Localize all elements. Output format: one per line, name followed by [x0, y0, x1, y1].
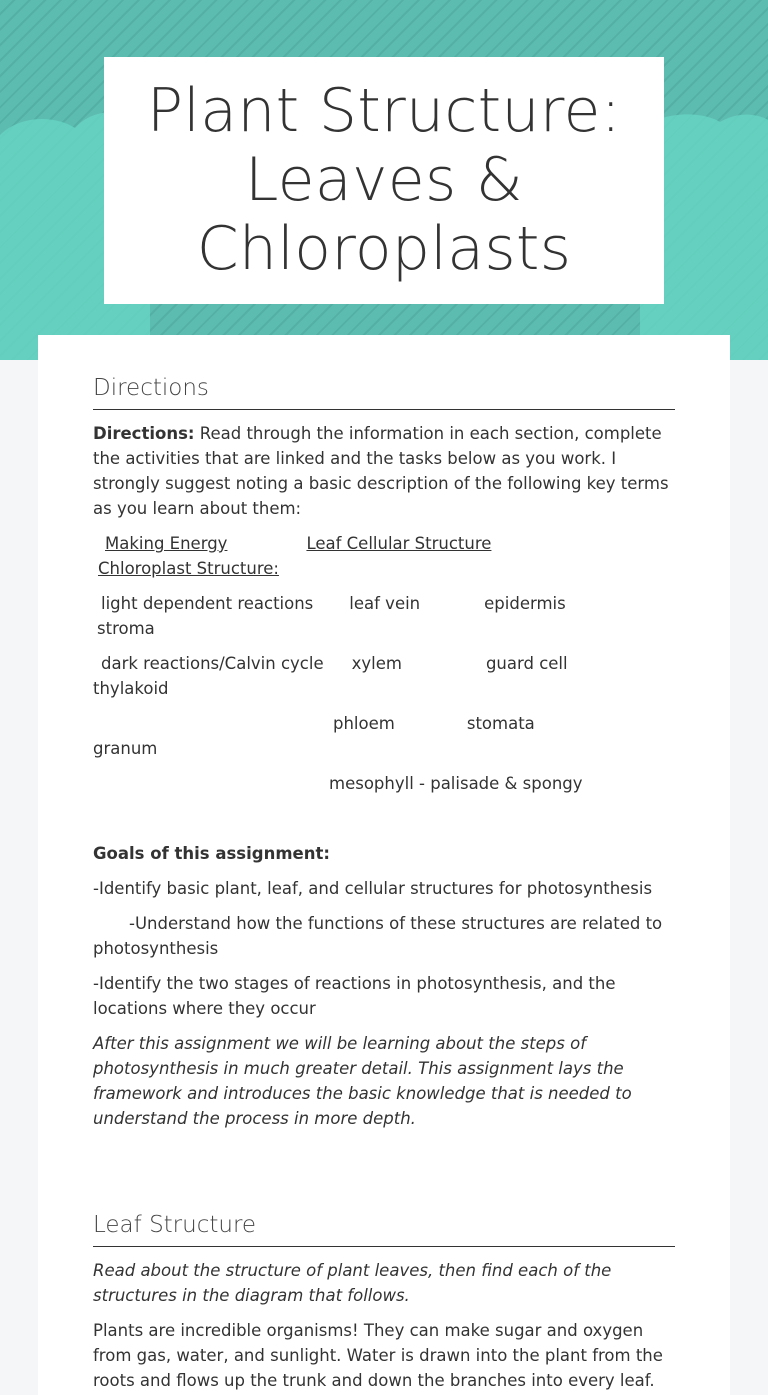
- leaf-structure-heading: Leaf Structure: [93, 1212, 675, 1247]
- leaf-intro: Read about the structure of plant leaves, then find each of the structures in the diagram that follows.: [93, 1261, 612, 1305]
- directions-heading: Directions: [93, 375, 675, 410]
- term-row-1: light dependent reactions leaf vein epidermis stroma: [97, 594, 566, 638]
- goal-item: -Understand how the functions of these structures are related to photosynthesis: [93, 914, 663, 958]
- page-title: Plant Structure: Leaves & Chloroplasts: [146, 76, 622, 284]
- closing-note: After this assignment we will be learning about the steps of photosynthesis in much greater detail. This assignment lays the framework and introduces the basic knowledge that is needed to understand the process in more depth.: [93, 1034, 632, 1128]
- term-row-4: mesophyll - palisade & spongy: [329, 774, 583, 793]
- term-column-headers: Making Energy Leaf Cellular Structure Chloroplast Structure:: [98, 534, 492, 578]
- content-card: [38, 335, 730, 1395]
- term-row-2: dark reactions/Calvin cycle xylem guard cell thylakoid: [93, 654, 568, 698]
- term-row-3: phloem stomata granum: [93, 714, 535, 758]
- goal-item: -Identify basic plant, leaf, and cellular structures for photosynthesis: [93, 879, 653, 898]
- leaf-structure-section: [93, 1212, 675, 1393]
- title-card: [104, 57, 664, 304]
- leaf-body: Plants are incredible organisms! They can make sugar and oxygen from gas, water, and sunlight. Water is drawn into the plant from the roots and flows up the trunk and down the branches into every leaf.: [93, 1321, 663, 1390]
- goals-heading: Goals of this assignment:: [93, 844, 330, 863]
- directions-section: [93, 375, 675, 1131]
- goal-item: -Identify the two stages of reactions in photosynthesis, and the locations where they occur: [93, 974, 616, 1018]
- directions-lead: Directions: Read through the information in each section, complete the activities that are linked and the tasks below as you work. I strongly suggest noting a basic description of the following key terms as you learn about them:: [93, 424, 669, 518]
